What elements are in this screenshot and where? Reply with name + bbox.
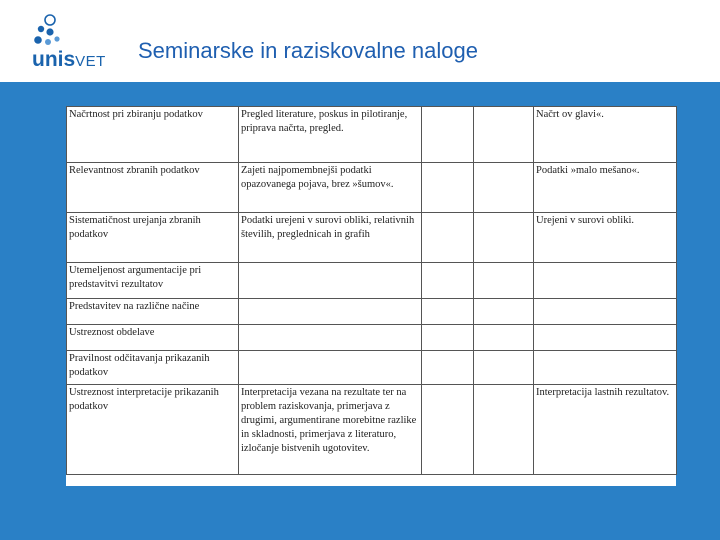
empty-cell [474,163,534,213]
empty-cell [474,325,534,351]
criterion-cell: Sistematičnost urejanja zbranih podatkov [67,213,239,263]
table-row [67,163,677,213]
unisvet-logo [30,12,130,74]
table-row [67,325,677,351]
description-cell: Podatki urejeni v surovi obliki, relativnih številih, preglednicah in grafih [239,213,422,263]
table-row [67,299,677,325]
empty-cell [474,107,534,163]
content-area [0,82,720,540]
empty-cell [422,325,474,351]
description-cell [239,325,422,351]
table-row [67,107,677,163]
assessment-table-body [67,107,677,475]
empty-cell [422,263,474,299]
table-row [67,385,677,475]
page-title: Seminarske in raziskovalne naloge [138,38,478,63]
empty-cell [474,263,534,299]
empty-cell [422,213,474,263]
empty-cell [474,213,534,263]
empty-cell [422,163,474,213]
criterion-cell: Pravilnost odčitavanja prikazanih podatkov [67,351,239,385]
criterion-cell: Predstavitev na različne načine [67,299,239,325]
example-cell: Podatki »malo mešano«. [534,163,677,213]
criterion-cell: Ustreznost obdelave [67,325,239,351]
description-cell: Interpretacija vezana na rezultate ter na problem raziskovanja, primerjava z drugimi, argumentirane morebitne razlike in skladnosti, primerjava z literaturo, izločanje bistvenih ugotovitev. [239,385,422,475]
description-cell: Pregled literature, poskus in pilotiranje, priprava načrta, pregled. [239,107,422,163]
example-cell: Načrt ov glavi«. [534,107,677,163]
description-cell [239,299,422,325]
empty-cell [474,351,534,385]
empty-cell [422,107,474,163]
table-row [67,351,677,385]
description-cell [239,263,422,299]
criterion-cell: Utemeljenost argumentacije pri predstavitvi rezultatov [67,263,239,299]
logo-dots-icon [30,12,130,52]
description-cell: Zajeti najpomembnejši podatki opazovanega pojava, brez »šumov«. [239,163,422,213]
logo-text: unisVET [32,48,106,71]
empty-cell [422,299,474,325]
table-row [67,263,677,299]
criterion-cell: Relevantnost zbranih podatkov [67,163,239,213]
criterion-cell: Načrtnost pri zbiranju podatkov [67,107,239,163]
example-cell [534,351,677,385]
example-cell [534,263,677,299]
description-cell [239,351,422,385]
assessment-table [66,106,677,475]
empty-cell [474,299,534,325]
table-row [67,213,677,263]
criterion-cell: Ustreznost interpretacije prikazanih podatkov [67,385,239,475]
empty-cell [422,385,474,475]
example-cell: Urejeni v surovi obliki. [534,213,677,263]
example-cell: Interpretacija lastnih rezultatov. [534,385,677,475]
assessment-table-container [66,106,676,486]
example-cell [534,299,677,325]
slide-header [0,0,720,82]
empty-cell [474,385,534,475]
example-cell [534,325,677,351]
empty-cell [422,351,474,385]
